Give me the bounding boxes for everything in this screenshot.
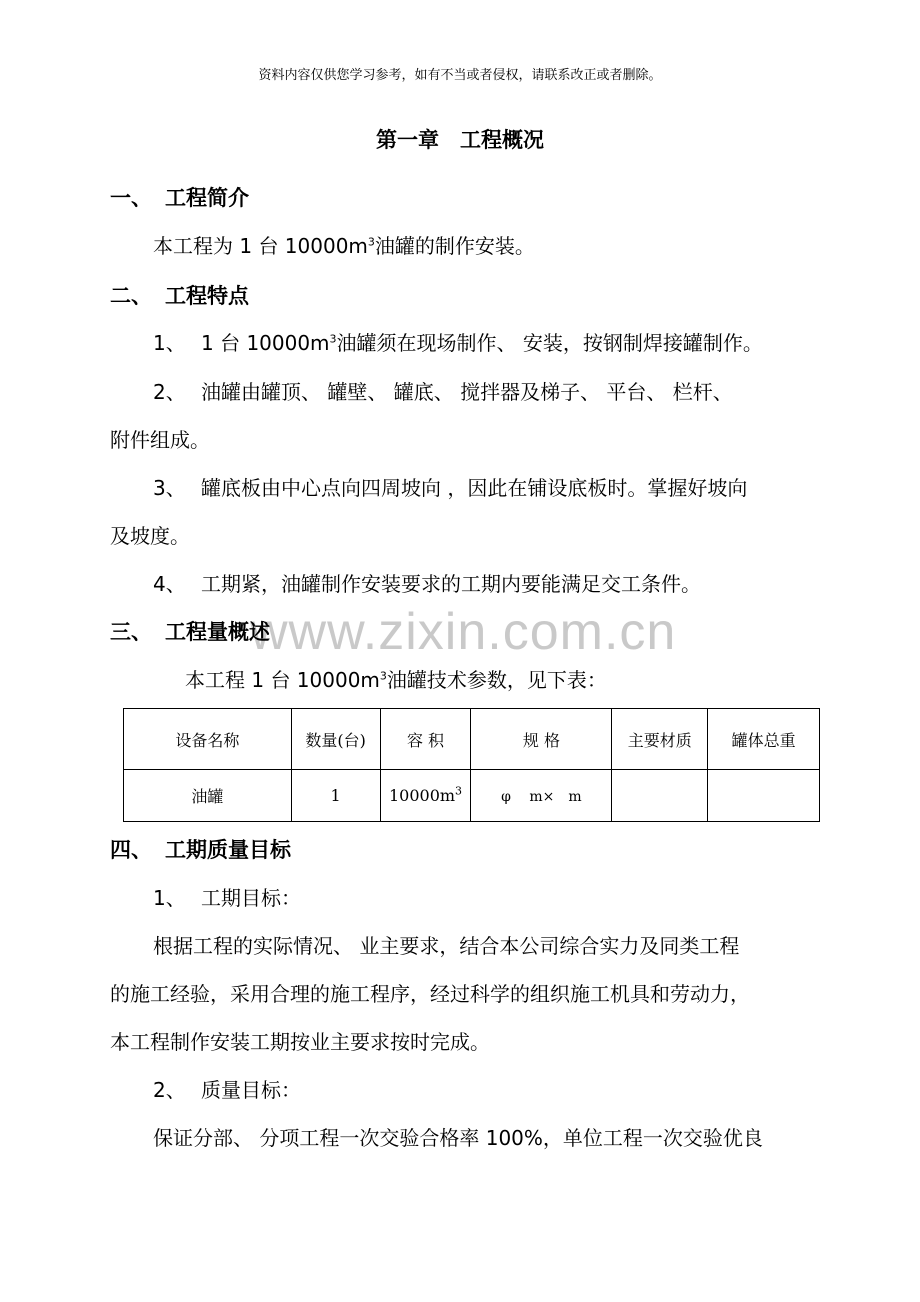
section-number: 二、	[110, 284, 152, 308]
section-title: 工程量概述	[165, 620, 270, 644]
text: 1 台 10000m	[201, 331, 330, 355]
table-row	[124, 770, 820, 822]
table-cell-qty: 1	[291, 770, 380, 822]
section-number: 三、	[110, 620, 152, 644]
subheading	[153, 1074, 301, 1103]
section-3-heading	[110, 616, 270, 646]
table-header: 主要材质	[612, 709, 708, 770]
item-number: 1、	[153, 331, 186, 355]
item-number: 2、	[153, 1078, 186, 1102]
section-title: 工程简介	[165, 186, 249, 210]
superscript: 3	[367, 235, 375, 249]
list-item	[153, 327, 763, 356]
text: 工期紧，油罐制作安装要求的工期内要能满足交工条件。	[201, 572, 701, 596]
table-header-row	[124, 709, 820, 770]
text: 油罐的制作安装。	[374, 234, 535, 258]
table-cell-name: 油罐	[124, 770, 292, 822]
paragraph	[153, 230, 535, 259]
subheading	[153, 882, 301, 911]
text: 工期目标：	[201, 886, 301, 910]
text: 10000m	[388, 786, 456, 805]
paragraph	[185, 664, 607, 693]
section-title: 工期质量目标	[165, 838, 291, 862]
section-4-heading	[110, 834, 291, 864]
table-header: 罐体总重	[708, 709, 820, 770]
text: 罐底板由中心点向四周坡向 ，因此在铺设底板时。掌握好坡向	[201, 476, 748, 500]
table-cell-material	[612, 770, 708, 822]
list-item-continued: 附件组成。	[110, 428, 210, 452]
text: 油罐技术参数，见下表：	[386, 668, 607, 692]
chapter-title: 第一章 工程概况	[376, 128, 544, 152]
list-item	[153, 376, 733, 405]
header-note: 资料内容仅供您学习参考，如有不当或者侵权，请联系改正或者删除。	[258, 68, 662, 83]
section-title: 工程特点	[165, 284, 249, 308]
text: 油罐由罐顶、 罐壁、 罐底、 搅拌器及梯子、 平台、 栏杆、	[201, 380, 733, 404]
section-number: 四、	[110, 838, 152, 862]
table-header: 数量(台)	[291, 709, 380, 770]
paragraph-line: 本工程制作安装工期按业主要求按时完成。	[110, 1030, 490, 1054]
paragraph-line: 保证分部、 分项工程一次交验合格率 100%，单位工程一次交验优良	[153, 1126, 763, 1150]
table-header: 设备名称	[124, 709, 292, 770]
superscript: 3	[329, 332, 337, 346]
table-header: 容 积	[380, 709, 471, 770]
table-header: 规 格	[471, 709, 612, 770]
list-item	[153, 568, 701, 597]
list-item	[153, 472, 747, 501]
text: 本工程为 1 台 10000m	[153, 234, 368, 258]
spec-table	[123, 708, 820, 822]
table-cell-volume	[380, 770, 471, 822]
superscript: 3	[379, 669, 387, 683]
watermark: www.zixin.com.cn	[250, 603, 677, 661]
section-number: 一、	[110, 186, 152, 210]
list-item-continued: 及坡度。	[110, 524, 190, 548]
item-number: 4、	[153, 572, 186, 596]
paragraph-line: 的施工经验，采用合理的施工程序，经过科学的组织施工机具和劳动力，	[110, 982, 750, 1006]
paragraph-line: 根据工程的实际情况、 业主要求，结合本公司综合实力及同类工程	[153, 934, 740, 958]
item-number: 1、	[153, 886, 186, 910]
table-cell-weight	[708, 770, 820, 822]
text: 油罐须在现场制作、 安装，按钢制焊接罐制作。	[336, 331, 763, 355]
table-cell-spec: φ m× m	[471, 770, 612, 822]
item-number: 2、	[153, 380, 186, 404]
superscript: 3	[455, 784, 463, 798]
section-1-heading	[110, 182, 249, 212]
text: 质量目标：	[201, 1078, 301, 1102]
item-number: 3、	[153, 476, 186, 500]
text: 本工程 1 台 10000m	[185, 668, 380, 692]
section-2-heading	[110, 280, 249, 310]
